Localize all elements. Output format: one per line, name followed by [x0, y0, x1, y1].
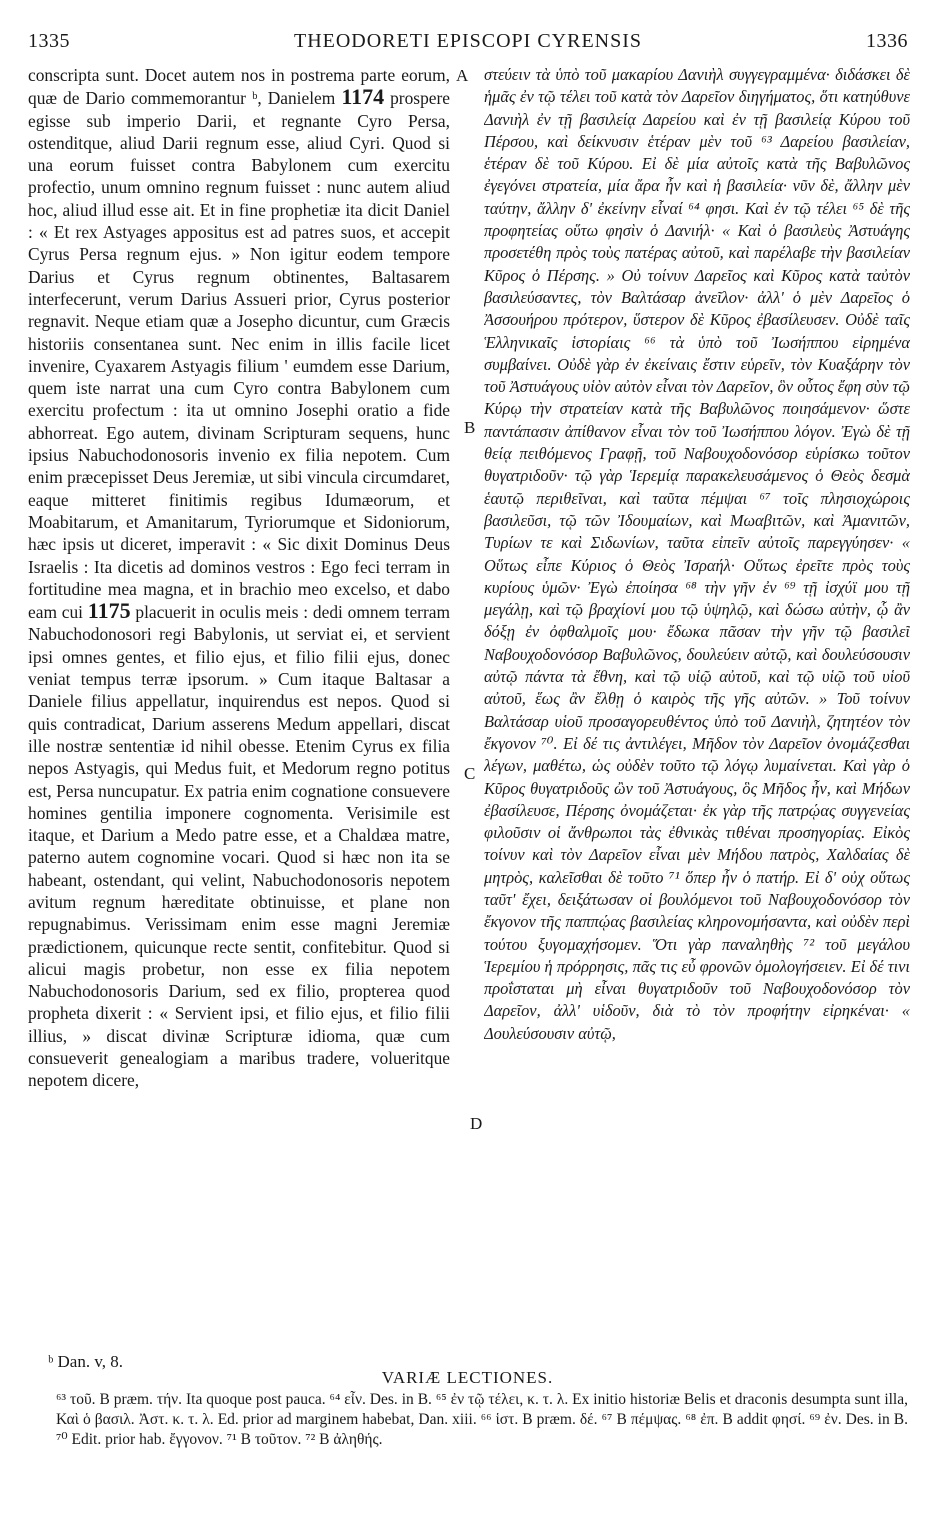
page-number-left: 1335 — [28, 30, 70, 52]
greek-text: στεύειν τὰ ὑπὸ τοῦ μακαρίου Δανιὴλ συγγεγραμμένα· διδάσκει δὲ ἡμᾶς ἐν τῷ τέλει τοῦ κατὰ τὸν Δαρεῖον διηγήματος, ὅτι κατηύθυνε Δανιὴλ ἐν τῇ βασιλείᾳ Δαρείου καὶ ἐν τῇ βασιλείᾳ Κύρου τοῦ Πέρσου, καὶ δείκνυσιν ἑτέραν μὲν τοῦ ⁶³ Δαρείου βασιλείαν, ἑτέραν δὲ τοῦ Κύρου. Εἰ δὲ μία αὐτοῖς κατὰ τῆς Βαβυλῶνος ἐγεγόνει στρατεία, μία ἄρα ἦν καὶ ἡ βασιλεία· νῦν δὲ, ἄλλην μὲν ταύτην, ἄλλην δ' ἐκείνην εἶναί ⁶⁴ φησι. Καὶ ἐν τῷ τέλει ⁶⁵ δὲ τῆς προφητείας οὕτω φησὶν ὁ Δανιήλ· « Καὶ ὁ βασιλεὺς Ἀστυάγης προσετέθη πρὸς τοὺς πατέρας αὐτοῦ, καὶ παρέλαβε τὴν βασιλείαν Κῦρος ὁ Πέρσης. » Οὐ τοίνυν Δαρεῖος καὶ Κῦρος κατὰ ταὐτὸν βασιλεύσαντες, τὸν Βαλτάσαρ ἀνεῖλον· ἀλλ' ὁ μὲν Δαρεῖος ὁ Ἀσσουήρου πρότερον, ὕστερον δὲ Κῦρος ἐβασίλευσεν. Οὐδὲ ταῖς Ἑλληνικαῖς ἱστορίαις ⁶⁶ τὰ ὑπὸ τοῦ Ἰωσήππου εἰρημένα συμβαίνει. Οὐδὲ γὰρ ἐν ἐκείναις ἔστιν εὑρεῖν, τὸν Κυαξάρην τὸν τοῦ Ἀστυάγους υἱὸν αὐτὸν εἶναι τὸν Δαρεῖον, ὃν οὗτος ἔφη σὺν τῷ Κύρῳ τὴν στρατείαν κατὰ τῆς Βαβυλῶνος ποιησάμενον· ὥστε παντάπασιν ἀπίθανον εἶναι τὸν τοῦ Ἰωσήππου λόγον. Ἐγὼ δὲ τῇ θείᾳ πειθόμενος Γραφῇ, τοῦ Ναβουχοδονόσορ εὑρίσκω τοῦτον θυγατριδοῦν· τῷ γὰρ Ἱερεμίᾳ παρακελευσάμενος ὁ Θεὸς δεσμὰ ἑαυτῷ περιθεῖναι, καὶ ταῦτα πέμψαι ⁶⁷ τοῖς πλησιοχώροις βασιλεῦσι, τῷ τῶν Ἰδουμαίων, καὶ Μωαβιτῶν, καὶ Ἀμανιτῶν, Τυρίων τε καὶ Σιδωνίων, ταῦτα εἰπεῖν αὐτοῖς παρεγγύησεν· « Οὕτως εἶπε Κύριος ὁ Θεὸς Ἰσραήλ· Οὕτως ἐρεῖτε πρὸς τοὺς κυρίους ὑμῶν· Ἐγὼ ἐποίησα ⁶⁸ τὴν γῆν ἐν ⁶⁹ τῇ ἰσχύϊ μου τῇ μεγάλῃ, καὶ τῷ βραχίονί μου τῷ ὑψηλῷ, καὶ δώσω αὐτὴν, ᾧ ἂν δόξῃ ἐν ὀφθαλμοῖς μου· ἔδωκα πᾶσαν τὴν γῆν τῷ βασιλεῖ Ναβουχοδονόσορ Βαβυλῶνος, δουλεύειν αὐτῷ, καὶ δουλεύσουσιν αὐτῷ πάντα τὰ ἔθνη, καὶ τῷ υἱῷ αὐτοῦ, καὶ τῷ υἱῷ τοῦ υἱοῦ αὐτοῦ, ἕως ἂν ἔλθῃ ὁ καιρὸς τῆς γῆς αὐτῶν. » Τοῦ τοίνυν Βαλτάσαρ υἱοῦ προσαγορευθέντος ὑπὸ τοῦ Δανιὴλ, ζητητέον τὸν ἔκγονον ⁷⁰. Εἰ δέ τις ἀντιλέγει, Μῆδον τὸν Δαρεῖον ὀνομάζεσθαι λέγων, μαθέτω, ὡς οὐδὲν τοῦτο τῷ λόγῳ λυμαίνεται. Καὶ γὰρ ὁ Κῦρος θυγατριδοῦς ὢν τοῦ Ἀστυάγους, ὃς Μῆδος ἦν, καὶ Μήδων ἐβασίλευσε, Πέρσης ὀνομάζεται· ἐκ γὰρ τῆς πατρῴας συγγενείας φιλοῦσιν οἱ ἄνθρωποι τὰς ἐθνικὰς τιθέναι προσηγορίας. Εἰκὸς τοίνυν καὶ τὸν Δαρεῖον εἶναι μὲν Μήδου πατρὸς, Χαλδαίας δὲ μητρὸς, καλεῖσθαι δὲ τοῦτο ⁷¹ ὅπερ ἦν ὁ πατήρ. Εἰ δ' οὐχ οὕτως ταῦτ' ἔχει, δειξάτωσαν οἱ βουλόμενοι τοῦ Ναβουχοδονόσορ τὸν ἔκγονον τῆς παππῴας βασιλείας κληρονομήσαντα, καὶ οὐδὲν περὶ τούτου ξυγομαχήσομεν. Ὅτι γὰρ παναληθὴς ⁷² τοῦ μεγάλου Ἱερεμίου ἡ πρόρρησις, πᾶς τις εὖ φρονῶν ὁμολογήσειεν. Εἰ δέ τινι προΐσταται μὴ εἶναι θυγατριδοῦν τοῦ Ναβουχοδονόσορ τὸν Δαρεῖον, ἀλλ' υἱδοῦν, διὰ τὸ τὸν προφήτην εἰρηκέναι· « Δουλεύσουσιν αὐτῷ, — [484, 65, 910, 1043]
margin-letter-a: A — [456, 66, 469, 85]
latin-text: conscripta sunt. Docet autem nos in postrema parte eorum, quæ de Dario commemorantur ᵇ, Danielem 1174 prospere egisse sub imperio Darii, et regnante Cyro Persa, ostenditque, aliud Darii regnum esse, aliud Cyri. Quod si una eorum fuisset contra Babylonem cum exercitu profectio, unum omnino regnum fuisset : nunc autem aliud hoc, aliud illud esse ait. Et in fine prophetiæ ita dicit Daniel : « Et rex Astyages appositus est ad patres suos, et accepit Cyrus Persa regnum ejus. » Non igitur eodem tempore Darius et Cyrus regnum obtinentes, Baltasarem interfecerunt, verum Darius Assueri prior, Cyrus posterior regnavit. Neque etiam quæ a Josepho dicuntur, cum Græcis historiis consentanea sunt. Nec enim in illis facile licet invenire, Cyaxarem Astyagis filium ' eumdem esse Darium, quem iste narrat una cum Cyro contra Babylonem cum exercitu profectum : ita ut omnino Josephi oratio a fide abhorreat. Ego autem, divinam Scripturam sequens, hunc ipsius Nabuchodonosoris invenio ex filia nepotem. Cum enim præcepisset Deus Jeremiæ, ut sibi vincula circumdaret, eaque mitteret finitimis regibus Idumæorum, et Moabitarum, et Amanitarum, Tyriorumque et Sidoniorum, hæc ipsis ut diceret, imperavit : « Sic dixit Dominus Deus Israelis : Ita dicetis ad dominos vestros : Ego feci terram in fortitudine mea magna, et in brachio meo excelso, et dabo eam cui 1175 placuerit in oculis meis : dedi omnem terram Nabuchodonosori regi Babylonis, ut serviat ei, et servient ipsi omnes gentes, et filio ejus, et filio filii ejus, donec veniat tempus terræ ipsorum. » Cum itaque Baltasar a Daniele filius appellatur, inquirendus est nepos. Quod si quis contradicat, Darium asserens Medum appellari, discat ille nostræ sententiæ id nihil obesse. Etenim Cyrus ex filia nepos Astyagis, qui Medus fuit, et Medorum regno potitus est, Persa nuncupatur. Ex patria enim cognatione consuevere homines gentilia imponere cognomenta. Verisimile est itaque, et Darium a Medo patre esse, et a Chaldæa matre, paterno autem cognomine vocari. Quod si hæc non ita se habeant, ostendant, qui velint, Nabuchodonosoris nepotem avitum regnum hæreditate obtinuisse, et plane non repugnabimus. Verissimam enim esse magni Jeremiæ prædictionem, quicunque recte sentit, confitebitur. Quod si alicui magis probetur, non esse ex filia nepotem Nabuchodonosoris Darium, sed ex filio, propterea quod propheta dixerit : « Servient ipsi, et filio ejus, et filio filii illius, » discat divinæ Scripturæ idioma, quæ cum consueverit genealogiam a maribus tradere, volueritque nepotem dicere, — [28, 65, 450, 1091]
column-number-1174: 1174 — [341, 84, 385, 110]
page-header — [28, 30, 908, 56]
latin-column — [28, 64, 450, 1334]
footnote: ᵇ Dan. v, 8. — [48, 1352, 123, 1371]
variae-lectiones-title: VARIÆ LECTIONES. — [381, 1368, 554, 1387]
margin-letter-d: D — [470, 1114, 483, 1133]
variae-lectiones-text: ⁶³ τοῦ. B præm. τήν. Ita quoque post pauca. ⁶⁴ εἶν. Des. in B. ⁶⁵ ἐν τῷ τέλει, κ. τ. λ. Ex initio historiæ Belis et draconis desumpta sunt illa, Καὶ ὁ βασιλ. Ἀστ. κ. τ. λ. Ed. prior ad marginem habebat, Dan. xiii. ⁶⁶ ἱστ. B præm. δέ. ⁶⁷ B πέμψας. ⁶⁸ ἐπ. B addit φησί. ⁶⁹ ἐν. Des. in B. ⁷⁰ Edit. prior hab. ἔγγονον. ⁷¹ B τοῦτον. ⁷² B ἀληθής. — [56, 1391, 908, 1448]
column-number-1175: 1175 — [87, 598, 131, 624]
margin-letter-c: C — [464, 764, 476, 783]
greek-column — [484, 64, 910, 1334]
page-number-right: 1336 — [866, 30, 908, 52]
margin-letter-b: B — [464, 418, 476, 437]
running-title: THEODORETI EPISCOPI CYRENSIS — [293, 30, 643, 52]
